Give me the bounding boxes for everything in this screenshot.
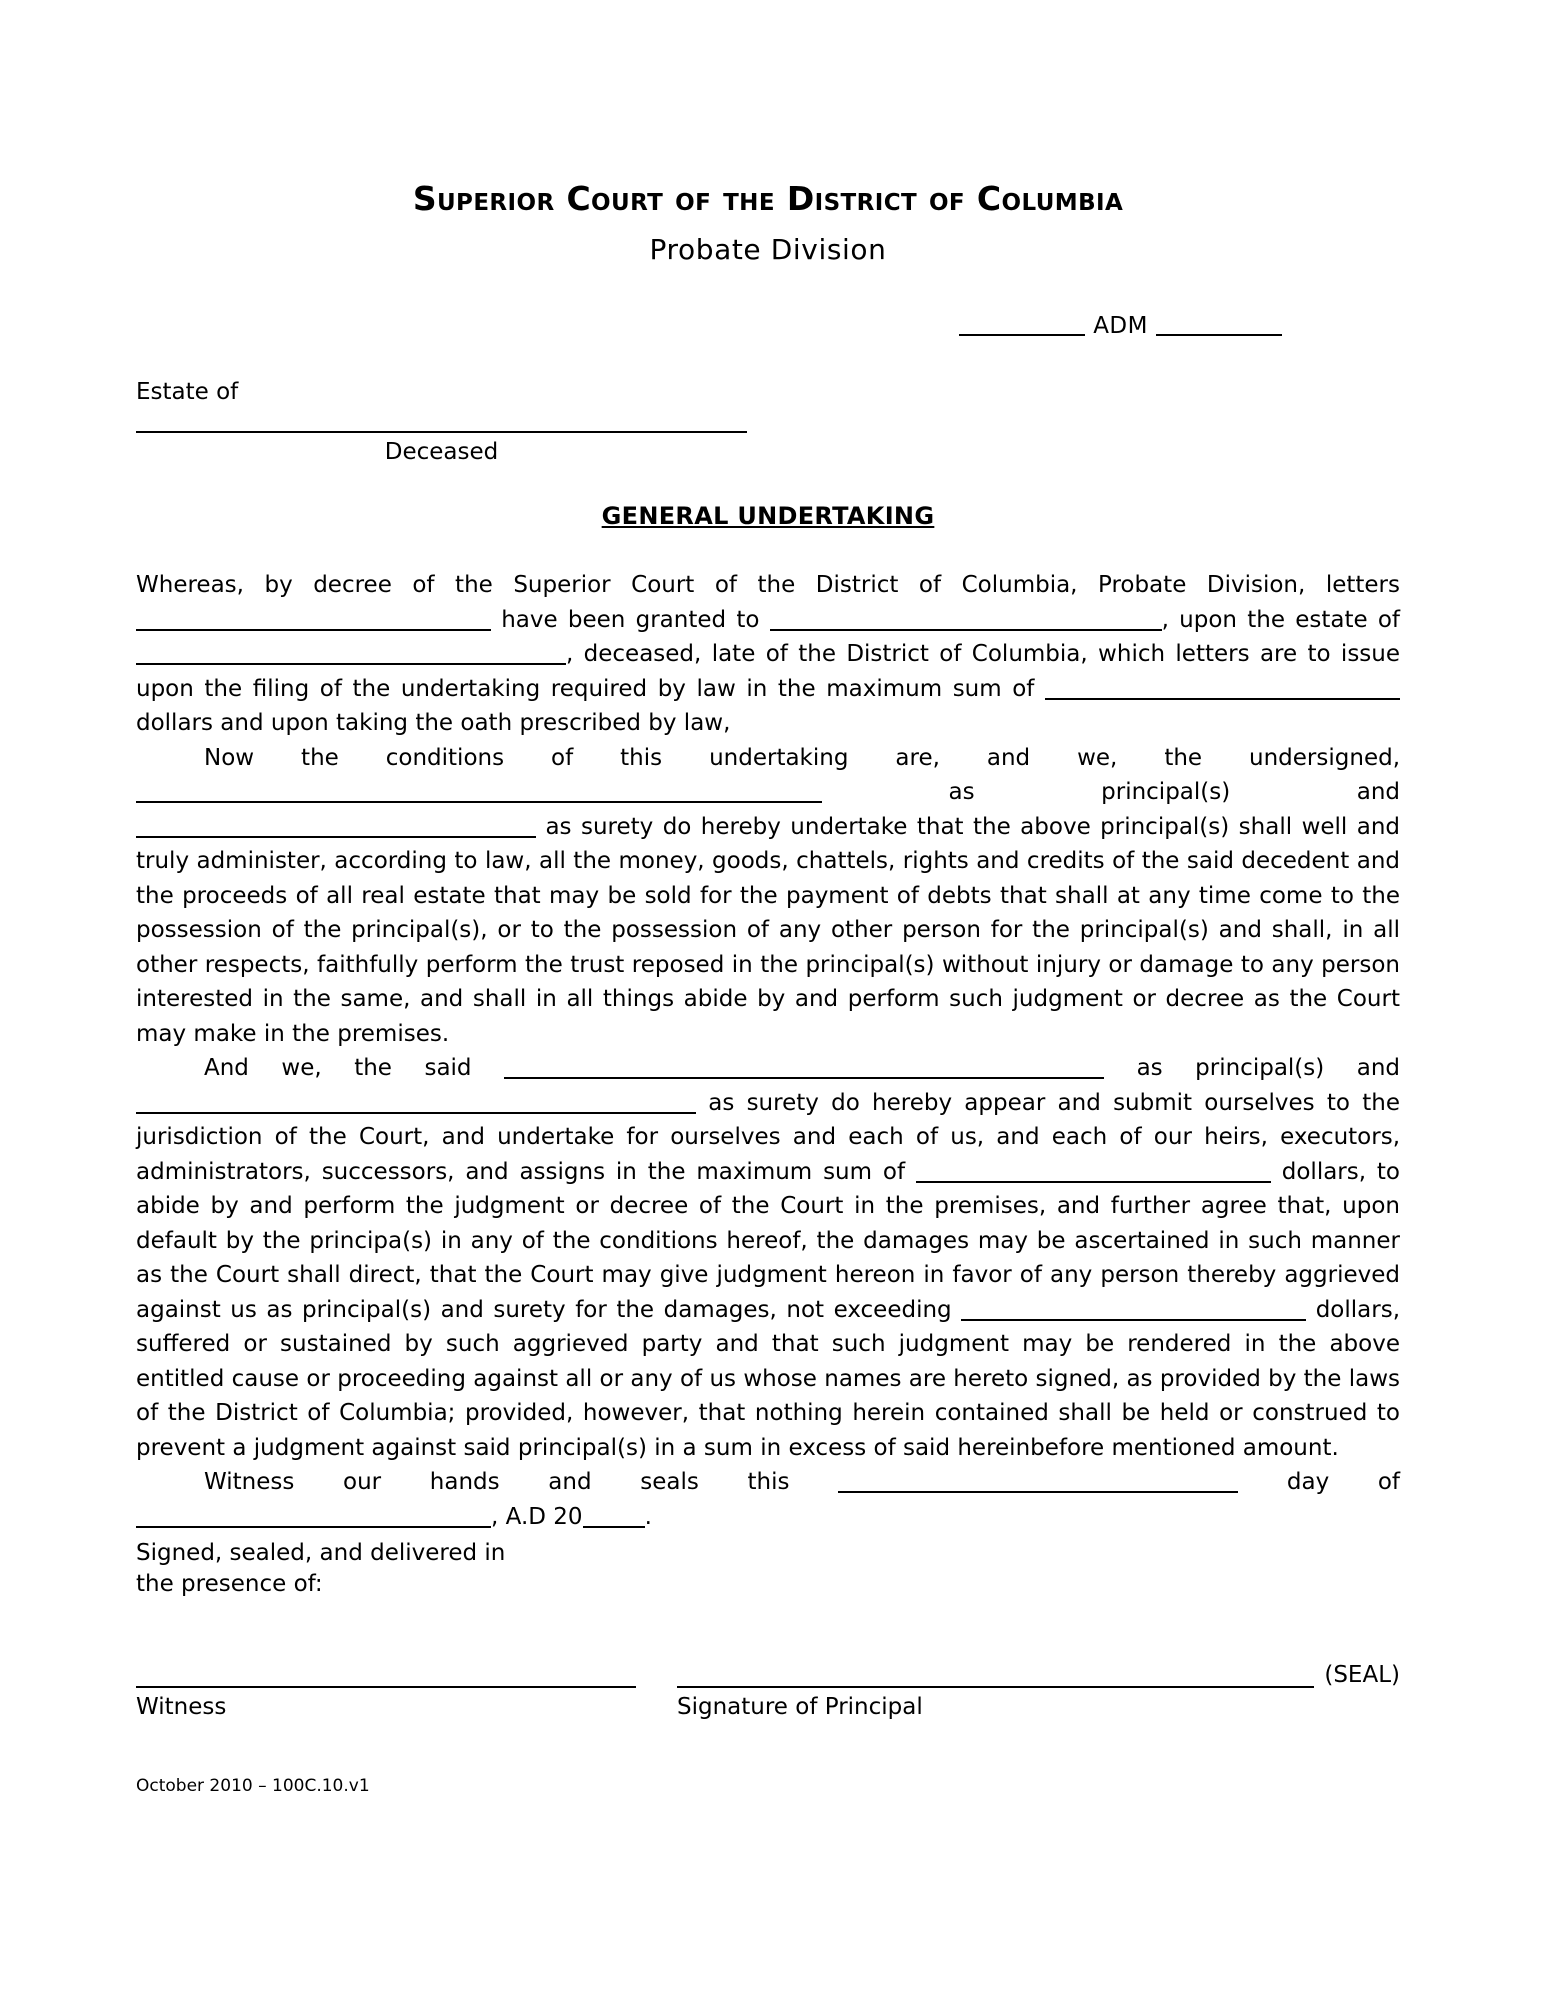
andwe-text-h: Court in the premises, and further agree that, upon default by the principa(s) in any of the conditions hereof, the damages may be ascertained in such manner as the Court shall direct, that the Court may give judgment hereon in favor of any person thereby aggrieved against us as principal(s) and surety for the damages, not exceeding [136, 1193, 1401, 1323]
max-sum-blank-2[interactable] [916, 1159, 1271, 1183]
signature-captions [136, 1694, 1400, 1720]
witness-hands-text-a: Witness our hands and seals this [204, 1469, 790, 1496]
adm-label: ADM [1093, 313, 1148, 340]
andwe-text-f: each of our heirs, executors, administrators, successors, and assigns in the maximum sum of [136, 1124, 1401, 1185]
case-number-line [136, 312, 1400, 339]
case-number-suffix-blank[interactable] [1156, 312, 1282, 336]
principals-blank-2[interactable] [504, 1055, 1104, 1079]
surety-blank-2[interactable] [136, 1090, 696, 1114]
principal-signature-line[interactable] [677, 1686, 1314, 1688]
whereas-text-b: have been granted to [501, 606, 760, 633]
whereas-text-f: letters are to issue upon the filing of the undertaking required by law in the maximum sum of [136, 641, 1401, 702]
court-title: Superior Court of the District of Columbia [412, 179, 1124, 218]
seal-label: (SEAL) [1324, 1662, 1400, 1689]
witness-caption: Witness [136, 1694, 227, 1721]
whereas-text-e: , deceased, late of the District of Columbia, which [566, 641, 1166, 668]
principal-signature-area [677, 1662, 1400, 1688]
estate-of-blank[interactable] [136, 641, 566, 665]
deceased-caption: Deceased [384, 439, 499, 466]
document-body [136, 568, 1400, 1534]
year-blank[interactable] [583, 1504, 645, 1528]
witness-signature-line[interactable] [136, 1686, 636, 1688]
damages-blank[interactable] [961, 1297, 1306, 1321]
conditions-text-c: as surety do hereby undertake that the above principal(s) shall [545, 813, 1293, 840]
signature-rules-row [136, 1662, 1400, 1688]
whereas-text-d: the estate of [1247, 606, 1401, 633]
whereas-text-c: , upon [1161, 606, 1238, 633]
paragraph-conditions [136, 741, 1400, 1052]
andwe-text-a: And we, the said [204, 1055, 472, 1082]
paragraph-and-we [136, 1051, 1400, 1465]
andwe-text-e: submit ourselves to the jurisdiction of the Court, and undertake for ourselves and each of us, and [136, 1089, 1400, 1151]
andwe-text-b: as [1136, 1055, 1163, 1082]
section-heading: GENERAL UNDERTAKING [601, 502, 935, 531]
whereas-text-g: dollars and upon taking the oath prescribed by law, [136, 710, 731, 737]
form-footer: October 2010 – 100C.10.v1 [136, 1776, 370, 1797]
witness-hands-text-b: day of [1286, 1469, 1401, 1496]
estate-of-label: Estate of [136, 379, 239, 406]
document-content [136, 0, 1400, 1796]
estate-name-blank[interactable] [136, 431, 747, 433]
andwe-text-c: principal(s) and [1195, 1055, 1401, 1082]
day-blank[interactable] [838, 1469, 1238, 1493]
surety-blank-1[interactable] [136, 814, 536, 838]
letters-blank[interactable] [136, 607, 491, 631]
max-sum-blank-1[interactable] [1045, 676, 1400, 700]
month-blank[interactable] [136, 1504, 491, 1528]
principal-caption: Signature of Principal [677, 1694, 923, 1721]
andwe-text-g: dollars, to abide by and perform the judgment or decree of the [136, 1158, 1401, 1220]
conditions-text-a: Now the conditions of this undertaking are, and we, the undersigned, [204, 744, 1400, 771]
witness-signature-area [136, 1686, 636, 1688]
granted-to-blank[interactable] [770, 607, 1162, 631]
witness-hands-text-c: , A.D 20 [491, 1503, 583, 1530]
signature-intro [136, 1538, 1400, 1600]
witness-hands-text-d: . [644, 1503, 652, 1530]
conditions-text-d: well and truly administer, according to law, all the money, goods, chattels, rights and credits of the said decedent and the proceeds of all real estate that may be sold for the payment of debts that shall at any time come to the possession of the principal(s), or to the possession of any other person for the principal(s) and shall, in all other respects, faithfully perform the trust reposed in the principal(s) without injury or damage to any person interested in the same, and shall in all things abide by and perform such judgment or decree as the Court may make in the premises. [136, 813, 1401, 1047]
andwe-text-i: dollars, suffered or sustained by such aggrieved party and that such judgment may be rendered in the above entitled cause or proceeding against all or any of us whose names are hereto signed, as provided by the laws of the District of Columbia; provided, however, that nothing herein contained shall be held or construed to prevent a judgment against said principal(s) in a sum in excess of said hereinbefore mentioned amount. [136, 1296, 1400, 1461]
signed-sealed-line-1: Signed, sealed, and delivered in [136, 1540, 506, 1567]
case-number-prefix-blank[interactable] [959, 312, 1085, 336]
signed-sealed-line-2: the presence of: [136, 1571, 323, 1598]
paragraph-witness-hands [136, 1465, 1400, 1534]
andwe-text-d: as surety do hereby appear and [708, 1089, 1101, 1116]
paragraph-whereas [136, 568, 1400, 741]
conditions-text-b: as principal(s) and [948, 779, 1401, 806]
division-subtitle: Probate Division [649, 233, 887, 267]
principals-blank-1[interactable] [136, 779, 822, 803]
whereas-text-a: Whereas, by decree of the Superior Court of the District of Columbia, Probate Division, letters [136, 572, 1400, 599]
